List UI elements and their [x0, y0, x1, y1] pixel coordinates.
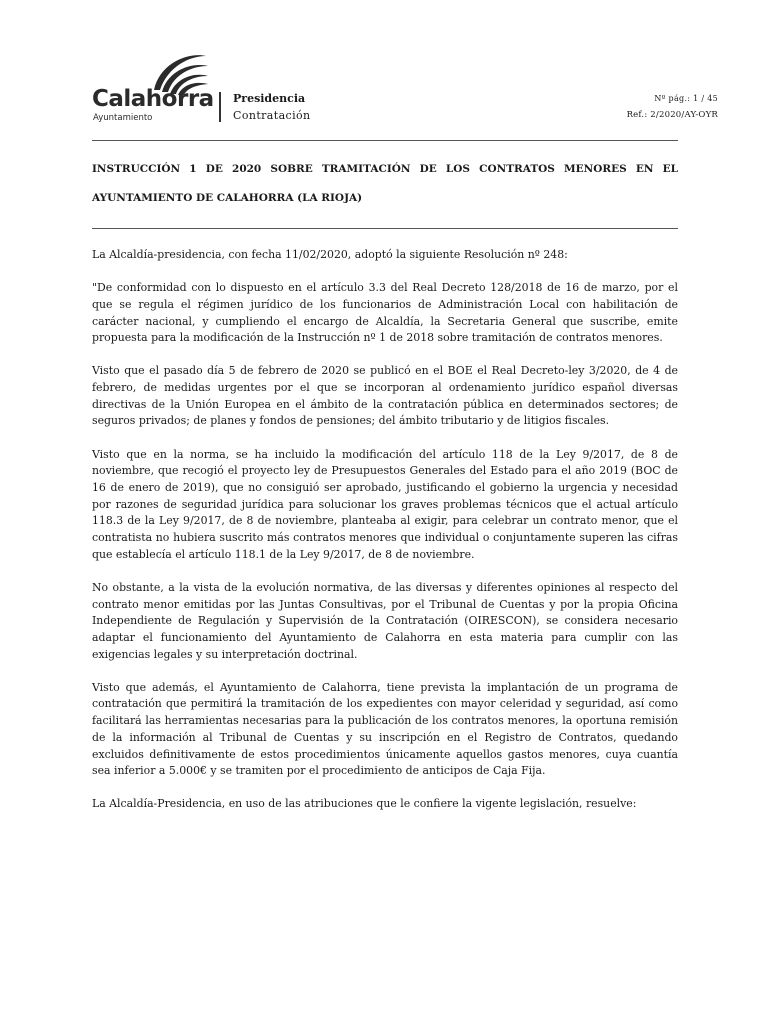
header-separator	[219, 92, 221, 122]
reference-number: Ref.: 2/2020/AY-OYR	[626, 110, 718, 120]
document-body	[92, 247, 678, 829]
paragraph: No obstante, a la vista de la evolución normativa, de las diversas y diferentes opiniones al respecto del contrato menor emitidas por las Juntas Consultivas, por el Tribunal de Cuentas y por la propia Oficina Independiente de Regulación y Supervisión de la Contratación (OIRESCON), se considera necesario adaptar el funcionamiento del Ayuntamiento de Calahorra en esta materia para cumplir con las exigencias legales y su interpretación doctrinal.	[92, 580, 678, 661]
document-title-line-1: INSTRUCCIÓN 1 DE 2020 SOBRE TRAMITACIÓN DE LOS CONTRATOS MENORES EN EL	[92, 163, 678, 175]
paragraph: Visto que el pasado día 5 de febrero de 2020 se publicó en el BOE el Real Decreto-ley 3/2020, de 4 de febrero, de medidas urgentes por el que se incorporan al ordenamiento jurídico español diversas directivas de la Unión Europea en el ámbito de la contratación pública en determinados sectores; de seguros privados; de planes y fondos de pensiones; del ámbito tributario y de litigios fiscales.	[92, 364, 678, 428]
paragraph: La Alcaldía-presidencia, con fecha 11/02/2020, adoptó la siguiente Resolución nº 248:	[92, 248, 568, 261]
section-name: Contratación	[233, 109, 311, 122]
calahorra-logo	[92, 48, 214, 128]
page-number: Nº pág.: 1 / 45	[654, 94, 718, 103]
logo-wordmark: Calahorra	[92, 86, 214, 112]
paragraph: "De conformidad con lo dispuesto en el artículo 3.3 del Real Decreto 128/2018 de 16 de marzo, por el que se regula el régimen jurídico de los funcionarios de Administración Local con habilitación de carácter nacional, y cumpliendo el encargo de Alcaldía, la Secretaria General que suscribe, emite propuesta para la modificación de la Instrucción nº 1 de 2018 sobre tramitación de contratos menores.	[92, 281, 678, 345]
top-divider	[92, 140, 678, 141]
paragraph: Visto que en la norma, se ha incluido la modificación del artículo 118 de la Ley 9/2017, de 8 de noviembre, que recogió el proyecto ley de Presupuestos Generales del Estado para el año 2019 (BOC de 16 de enero de 2019), que no consiguió ser aprobado, justificando el gobierno la urgencia y necesidad por razones de seguridad jurídica para solucionar los graves problemas técnicos que el actual artículo 118.3 de la Ley 9/2017, de 8 de noviembre, planteaba al exigir, para celebrar un contrato menor, que el contratista no hubiera suscrito más contratos menores que individual o conjuntamente superen las cifras que establecía el artículo 118.1 de la Ley 9/2017, de 8 de noviembre.	[92, 447, 678, 561]
document-header	[92, 48, 718, 128]
title-divider	[92, 228, 678, 229]
paragraph: Visto que además, el Ayuntamiento de Calahorra, tiene prevista la implantación de un programa de contratación que permitirá la tramitación de los expedientes con mayor celeridad y seguridad, así como facilitará las herramientas necesarias para la publicación de los contratos menores, la oportuna remisión de la información al Tribunal de Cuentas y su inscripción en el Registro de Contratos, quedando excluidos definitivamente de estos procedimientos únicamente aquellos gastos menores, cuya cuantía sea inferior a 5.000€ y se tramiten por el procedimiento de anticipos de Caja Fija.	[92, 680, 678, 778]
department-name: Presidencia	[233, 92, 306, 105]
logo-subtitle: Ayuntamiento	[93, 113, 153, 123]
document-title-line-2: AYUNTAMIENTO DE CALAHORRA (LA RIOJA)	[92, 192, 363, 204]
paragraph: La Alcaldía-Presidencia, en uso de las atribuciones que le confiere la vigente legislación, resuelve:	[92, 797, 637, 811]
